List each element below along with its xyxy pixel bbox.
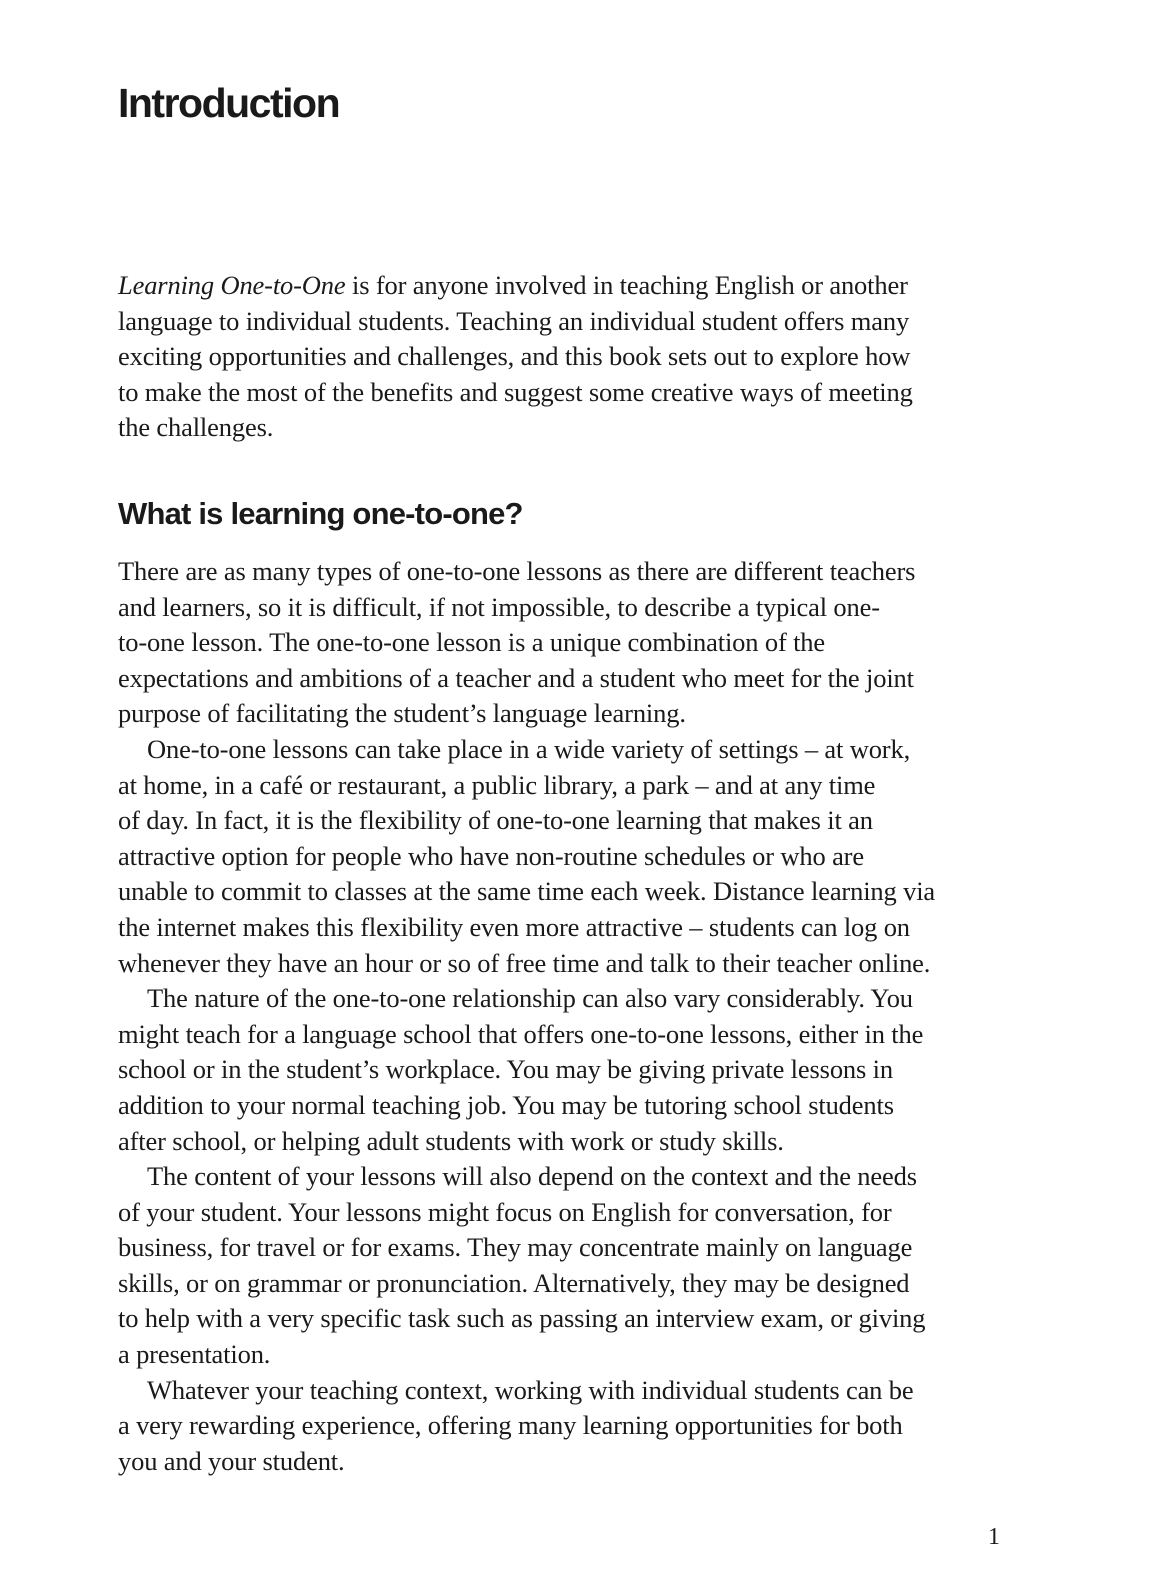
intro-line: exciting opportunities and challenges, and this book sets out to explore how	[118, 341, 911, 372]
paragraph-line: purpose of facilitating the student’s language learning.	[118, 698, 686, 729]
paragraph-line: attractive option for people who have non-routine schedules or who are	[118, 840, 864, 871]
intro-line-rest: is for anyone involved in teaching English or another	[345, 270, 908, 300]
paragraph-5	[118, 1373, 1018, 1480]
book-title: Learning One-to-One	[118, 270, 346, 300]
section-body	[118, 554, 1018, 1479]
paragraph-line: There are as many types of one-to-one lessons as there are different teachers	[118, 556, 916, 586]
paragraph-1	[118, 554, 1018, 732]
chapter-title: Introduction	[118, 80, 340, 126]
paragraph-line: skills, or on grammar or pronunciation. Alternatively, they may be designed	[118, 1267, 910, 1298]
section-heading: What is learning one-to-one?	[118, 496, 523, 531]
intro-line: to make the most of the benefits and suggest some creative ways of meeting	[118, 376, 913, 407]
paragraph-line: The content of your lessons will also depend on the context and the needs	[147, 1161, 917, 1192]
paragraph-3	[118, 981, 1018, 1159]
paragraph-line: business, for travel or for exams. They may concentrate mainly on language	[118, 1232, 913, 1263]
paragraph-line: after school, or helping adult students with work or study skills.	[118, 1125, 784, 1156]
paragraph-line: might teach for a language school that offers one-to-one lessons, either in the	[118, 1018, 924, 1049]
paragraph-line: The nature of the one-to-one relationship can also vary considerably. You	[147, 983, 913, 1014]
paragraph-line: unable to commit to classes at the same time each week. Distance learning via	[118, 876, 936, 907]
paragraph-line: and learners, so it is difficult, if not impossible, to describe a typical one-	[118, 591, 880, 622]
paragraph-line: One-to-one lessons can take place in a wide variety of settings – at work,	[147, 733, 911, 764]
paragraph-line: whenever they have an hour or so of free time and talk to their teacher online.	[118, 947, 931, 978]
paragraph-line: at home, in a café or restaurant, a public library, a park – and at any time	[118, 769, 876, 800]
paragraph-line: of day. In fact, it is the flexibility of one-to-one learning that makes it an	[118, 805, 873, 836]
paragraph-line: a presentation.	[118, 1339, 271, 1370]
intro-paragraph	[118, 268, 1018, 446]
paragraph-line: school or in the student’s workplace. You may be giving private lessons in	[118, 1054, 893, 1085]
paragraph-line: you and your student.	[118, 1445, 345, 1476]
paragraph-line: addition to your normal teaching job. You may be tutoring school students	[118, 1089, 894, 1120]
paragraph-line: of your student. Your lessons might focus on English for conversation, for	[118, 1196, 892, 1227]
page-number: 1	[988, 1524, 1000, 1550]
paragraph-line: expectations and ambitions of a teacher and a student who meet for the joint	[118, 662, 914, 693]
paragraph-line: a very rewarding experience, offering many learning opportunities for both	[118, 1410, 903, 1441]
paragraph-line: to-one lesson. The one-to-one lesson is a unique combination of the	[118, 627, 826, 658]
paragraph-line: the internet makes this flexibility even more attractive – students can log on	[118, 911, 910, 942]
intro-line	[118, 268, 1018, 304]
intro-line: language to individual students. Teaching an individual student offers many	[118, 305, 910, 336]
intro-line: the challenges.	[118, 412, 274, 443]
paragraph-4	[118, 1159, 1018, 1373]
paragraph-2	[118, 732, 1018, 981]
paragraph-line: Whatever your teaching context, working with individual students can be	[147, 1374, 914, 1405]
paragraph-line: to help with a very specific task such as passing an interview exam, or giving	[118, 1303, 926, 1334]
